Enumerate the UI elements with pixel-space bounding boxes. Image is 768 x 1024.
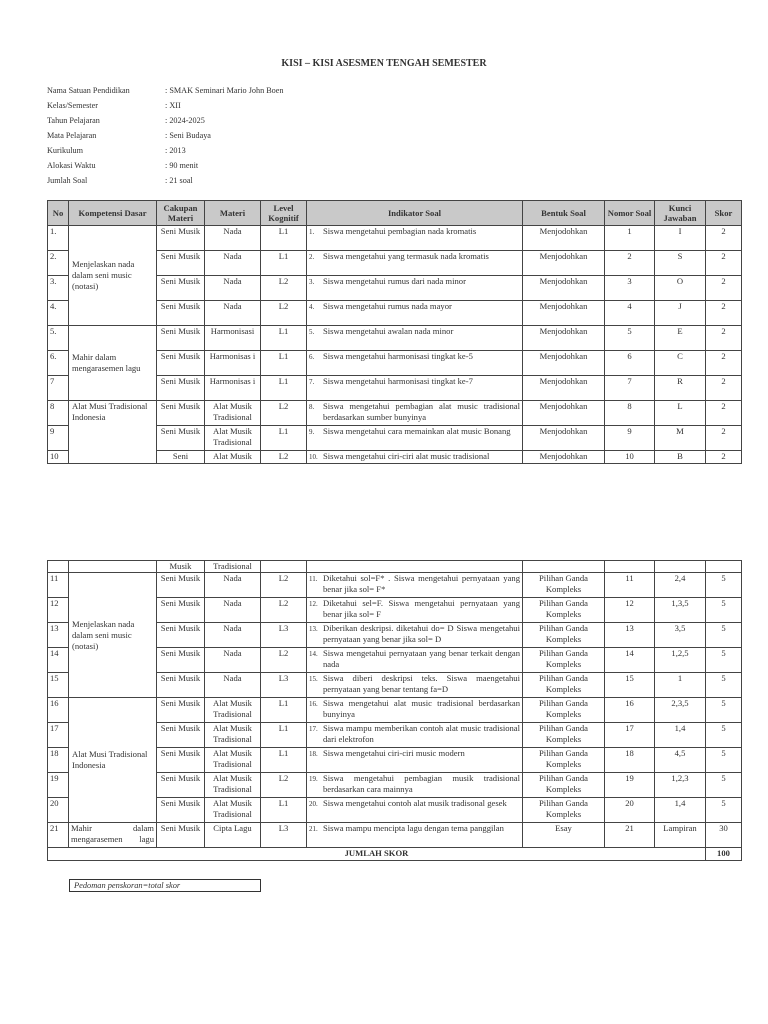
cell-bentuk: Pilihan Ganda Kompleks <box>523 573 605 598</box>
indikator-text: Siswa mampu mencipta lagu dengan tema panggilan <box>323 823 504 833</box>
cell-indikator <box>307 698 523 723</box>
cell-nomor <box>605 561 655 573</box>
indikator-number: 15. <box>309 675 318 683</box>
cell-no: 8 <box>48 401 69 426</box>
cell-bentuk: Pilihan Ganda Kompleks <box>523 723 605 748</box>
cell-bentuk: Menjodohkan <box>523 301 605 326</box>
header-indikator: Indikator Soal <box>307 201 523 226</box>
cell-materi: Nada <box>205 598 261 623</box>
indikator-number: 18. <box>309 750 318 758</box>
cell-bentuk: Pilihan Ganda Kompleks <box>523 598 605 623</box>
cell-kunci: 2,3,5 <box>655 698 706 723</box>
cell-indikator <box>307 426 523 451</box>
cell-nomor: 4 <box>605 301 655 326</box>
indikator-text: Diketahui sol=F* . Siswa mengetahui pernyataan yang benar jika sol= F* <box>323 573 520 594</box>
header-cakupan: Cakupan Materi <box>157 201 205 226</box>
meta-row <box>47 116 284 131</box>
cell-cakupan: Seni Musik <box>157 598 205 623</box>
cell-kompetensi: Mahir dalam mengarasemen lagu <box>69 823 157 848</box>
cell-indikator <box>307 673 523 698</box>
cell-materi: Harmonisasi <box>205 326 261 351</box>
cell-indikator <box>307 301 523 326</box>
cell-kunci: J <box>655 301 706 326</box>
table-row <box>48 326 742 351</box>
indikator-text: Siswa mengetahui harmonisasi tingkat ke-5 <box>323 351 473 361</box>
cell-bentuk: Menjodohkan <box>523 426 605 451</box>
cell-materi: Nada <box>205 673 261 698</box>
scoring-guideline-box: Pedoman penskoran=total skor <box>69 879 261 892</box>
cell-bentuk: Menjodohkan <box>523 451 605 464</box>
cell-kunci: Lampiran <box>655 823 706 848</box>
cell-materi: Nada <box>205 226 261 251</box>
cell-kunci: 1,2,5 <box>655 648 706 673</box>
cell-kunci: R <box>655 376 706 401</box>
cell-kompetensi: Alat Musi Tradisional Indonesia <box>69 401 157 464</box>
indikator-text: Siswa mengetahui pembagian musik tradisional berdasarkan cara mainnya <box>323 773 520 794</box>
cell-nomor: 19 <box>605 773 655 798</box>
cell-bentuk: Pilihan Ganda Kompleks <box>523 773 605 798</box>
cell-no: 20 <box>48 798 69 823</box>
cell-skor: 5 <box>706 773 742 798</box>
indikator-number: 19. <box>309 775 318 783</box>
indikator-text: Siswa mengetahui pembagian nada kromatis <box>323 226 477 236</box>
cell-materi: Alat Musik Tradisional <box>205 401 261 426</box>
cell-cakupan: Seni <box>157 451 205 464</box>
meta-label: Nama Satuan Pendidikan <box>47 86 130 95</box>
cell-kunci: 3,5 <box>655 623 706 648</box>
cell-level: L1 <box>261 326 307 351</box>
cell-bentuk <box>523 561 605 573</box>
indikator-text: Siswa mengetahui rumus dari nada minor <box>323 276 466 286</box>
cell-materi: Nada <box>205 301 261 326</box>
cell-nomor: 2 <box>605 251 655 276</box>
cell-level: L3 <box>261 673 307 698</box>
cell-kunci: 2,4 <box>655 573 706 598</box>
indikator-text: Siswa mengetahui alat music tradisional berdasarkan bunyinya <box>323 698 520 719</box>
table-header-row <box>48 201 742 226</box>
cell-bentuk: Menjodohkan <box>523 326 605 351</box>
cell-skor: 5 <box>706 598 742 623</box>
meta-value: : 2024-2025 <box>165 116 205 125</box>
cell-level: L2 <box>261 401 307 426</box>
cell-level: L2 <box>261 276 307 301</box>
cell-no <box>48 561 69 573</box>
cell-cakupan: Seni Musik <box>157 276 205 301</box>
cell-cakupan: Seni Musik <box>157 723 205 748</box>
document-title: KISI – KISI ASESMEN TENGAH SEMESTER <box>281 58 487 69</box>
indikator-number: 16. <box>309 700 318 708</box>
indikator-text: Siswa mengetahui cara memainkan alat music Bonang <box>323 426 511 436</box>
meta-label: Kelas/Semester <box>47 101 98 110</box>
cell-nomor: 3 <box>605 276 655 301</box>
meta-row <box>47 146 284 161</box>
cell-indikator <box>307 276 523 301</box>
table-row <box>48 573 742 598</box>
cell-cakupan: Seni Musik <box>157 226 205 251</box>
cell-nomor: 9 <box>605 426 655 451</box>
cell-bentuk: Menjodohkan <box>523 401 605 426</box>
cell-nomor: 18 <box>605 748 655 773</box>
indikator-number: 1. <box>309 228 315 236</box>
cell-bentuk: Menjodohkan <box>523 276 605 301</box>
cell-nomor: 13 <box>605 623 655 648</box>
indikator-text: Siswa mengetahui awalan nada minor <box>323 326 454 336</box>
meta-label: Tahun Pelajaran <box>47 116 100 125</box>
total-label: JUMLAH SKOR <box>48 848 706 861</box>
table-row <box>48 401 742 426</box>
cell-no: 21 <box>48 823 69 848</box>
cell-skor: 2 <box>706 251 742 276</box>
cell-materi: Nada <box>205 623 261 648</box>
cell-cakupan: Seni Musik <box>157 823 205 848</box>
cell-kunci: B <box>655 451 706 464</box>
cell-level: L2 <box>261 648 307 673</box>
indikator-number: 21. <box>309 825 318 833</box>
indikator-text: Siswa mengetahui contoh alat musik tradisonal gesek <box>323 798 507 808</box>
cell-no: 7 <box>48 376 69 401</box>
cell-level: L1 <box>261 426 307 451</box>
indikator-number: 5. <box>309 328 315 336</box>
cell-bentuk: Pilihan Ganda Kompleks <box>523 798 605 823</box>
cell-no: 13 <box>48 623 69 648</box>
cell-materi: Alat Musik Tradisional <box>205 748 261 773</box>
meta-value: : 2013 <box>165 146 186 155</box>
cell-level: L1 <box>261 698 307 723</box>
cell-level: L1 <box>261 351 307 376</box>
cell-nomor: 17 <box>605 723 655 748</box>
meta-row <box>47 161 284 176</box>
cell-no: 17 <box>48 723 69 748</box>
table-row <box>48 823 742 848</box>
cell-skor: 2 <box>706 401 742 426</box>
cell-level: L2 <box>261 573 307 598</box>
cell-indikator <box>307 226 523 251</box>
cell-no: 18 <box>48 748 69 773</box>
indikator-number: 6. <box>309 353 315 361</box>
cell-cakupan: Seni Musik <box>157 748 205 773</box>
cell-no: 2. <box>48 251 69 276</box>
cell-level: L3 <box>261 823 307 848</box>
cell-indikator <box>307 748 523 773</box>
cell-cakupan: Seni Musik <box>157 573 205 598</box>
cell-indikator <box>307 773 523 798</box>
cell-indikator <box>307 451 523 464</box>
cell-nomor: 5 <box>605 326 655 351</box>
header-level: Level Kognitif <box>261 201 307 226</box>
cell-indikator <box>307 401 523 426</box>
indikator-number: 3. <box>309 278 315 286</box>
cell-materi: Alat Musik Tradisional <box>205 723 261 748</box>
cell-indikator <box>307 573 523 598</box>
cell-indikator <box>307 376 523 401</box>
cell-cakupan: Seni Musik <box>157 673 205 698</box>
cell-cakupan: Seni Musik <box>157 376 205 401</box>
cell-nomor: 8 <box>605 401 655 426</box>
indikator-text: Siswa mengetahui ciri-ciri alat music tradisional <box>323 451 490 461</box>
total-value: 100 <box>706 848 742 861</box>
cell-bentuk: Menjodohkan <box>523 251 605 276</box>
indikator-number: 8. <box>309 403 315 411</box>
indikator-number: 14. <box>309 650 318 658</box>
cell-no: 14 <box>48 648 69 673</box>
cell-nomor: 6 <box>605 351 655 376</box>
header-kunci: Kunci Jawaban <box>655 201 706 226</box>
meta-row <box>47 101 284 116</box>
cell-skor: 5 <box>706 648 742 673</box>
indikator-text: Siswa mengetahui rumus nada mayor <box>323 301 452 311</box>
cell-cakupan: Seni Musik <box>157 798 205 823</box>
cell-level <box>261 561 307 573</box>
cell-skor: 2 <box>706 326 742 351</box>
cell-no: 5. <box>48 326 69 351</box>
cell-skor: 2 <box>706 276 742 301</box>
indikator-number: 9. <box>309 428 315 436</box>
indikator-number: 4. <box>309 303 315 311</box>
kisi-table-part-2 <box>47 560 742 861</box>
cell-skor: 30 <box>706 823 742 848</box>
meta-label: Kurikulum <box>47 146 83 155</box>
cell-nomor: 20 <box>605 798 655 823</box>
cell-skor: 5 <box>706 698 742 723</box>
cell-cakupan: Seni Musik <box>157 401 205 426</box>
cell-skor: 2 <box>706 376 742 401</box>
cell-materi: Nada <box>205 573 261 598</box>
cell-nomor: 21 <box>605 823 655 848</box>
cell-level: L1 <box>261 376 307 401</box>
cell-bentuk: Menjodohkan <box>523 226 605 251</box>
cell-kompetensi: Menjelaskan nada dalam seni music (notasi) <box>69 226 157 326</box>
cell-kunci <box>655 561 706 573</box>
cell-bentuk: Pilihan Ganda Kompleks <box>523 748 605 773</box>
cell-skor: 5 <box>706 798 742 823</box>
cell-kunci: 1,2,3 <box>655 773 706 798</box>
cell-indikator <box>307 723 523 748</box>
cell-kunci: S <box>655 251 706 276</box>
indikator-number: 17. <box>309 725 318 733</box>
cell-cakupan: Seni Musik <box>157 623 205 648</box>
cell-cakupan: Seni Musik <box>157 351 205 376</box>
cell-kunci: L <box>655 401 706 426</box>
kisi-table-part-1 <box>47 200 742 464</box>
header-no: No <box>48 201 69 226</box>
cell-bentuk: Pilihan Ganda Kompleks <box>523 623 605 648</box>
cell-kunci: 1,3,5 <box>655 598 706 623</box>
cell-materi: Nada <box>205 251 261 276</box>
cell-kunci: 1,4 <box>655 723 706 748</box>
indikator-number: 7. <box>309 378 315 386</box>
indikator-text: Siswa mampu memberikan contoh alat music tradisional dari elektrofon <box>323 723 520 744</box>
cell-cakupan: Seni Musik <box>157 251 205 276</box>
meta-label: Jumlah Soal <box>47 176 88 185</box>
cell-kunci: 1 <box>655 673 706 698</box>
indikator-number: 2. <box>309 253 315 261</box>
meta-label: Mata Pelajaran <box>47 131 97 140</box>
cell-indikator <box>307 598 523 623</box>
indikator-number: 13. <box>309 625 318 633</box>
cell-nomor: 1 <box>605 226 655 251</box>
cell-kompetensi <box>69 561 157 573</box>
cell-materi: Harmonisas i <box>205 376 261 401</box>
cell-nomor: 14 <box>605 648 655 673</box>
cell-no: 15 <box>48 673 69 698</box>
cell-kunci: C <box>655 351 706 376</box>
cell-skor: 2 <box>706 301 742 326</box>
cell-materi: Alat Musik Tradisional <box>205 798 261 823</box>
header-materi: Materi <box>205 201 261 226</box>
cell-materi: Tradisional <box>205 561 261 573</box>
header-bentuk: Bentuk Soal <box>523 201 605 226</box>
cell-materi: Nada <box>205 276 261 301</box>
cell-skor: 5 <box>706 623 742 648</box>
cell-level: L2 <box>261 451 307 464</box>
cell-kompetensi: Alat Musi Tradisional Indonesia <box>69 698 157 823</box>
cell-kompetensi: Mahir dalam mengarasemen lagu <box>69 326 157 401</box>
cell-cakupan: Seni Musik <box>157 773 205 798</box>
indikator-number: 10. <box>309 453 318 461</box>
cell-level: L2 <box>261 301 307 326</box>
cell-no: 1. <box>48 226 69 251</box>
indikator-text: Diketahui sel=F. Siswa mengetahui pernyataan yang benar jika sol= F <box>323 598 520 619</box>
cell-no: 10 <box>48 451 69 464</box>
cell-level: L1 <box>261 798 307 823</box>
cell-nomor: 16 <box>605 698 655 723</box>
cell-kunci: E <box>655 326 706 351</box>
cell-no: 9 <box>48 426 69 451</box>
table-row <box>48 226 742 251</box>
total-row <box>48 848 742 861</box>
cell-level: L1 <box>261 723 307 748</box>
meta-label: Alokasi Waktu <box>47 161 96 170</box>
cell-no: 4. <box>48 301 69 326</box>
indikator-text: Siswa mengetahui pernyataan yang benar terkait dengan nada <box>323 648 520 669</box>
cell-indikator <box>307 623 523 648</box>
header-kompetensi: Kompetensi Dasar <box>69 201 157 226</box>
cell-bentuk: Esay <box>523 823 605 848</box>
cell-kunci: O <box>655 276 706 301</box>
indikator-text: Siswa diberi deskripsi teks. Siswa maengetahui pernyataan yang benar tentang fa=D <box>323 673 520 694</box>
cell-materi: Nada <box>205 648 261 673</box>
cell-nomor: 11 <box>605 573 655 598</box>
cell-kunci: 1,4 <box>655 798 706 823</box>
cell-bentuk: Pilihan Ganda Kompleks <box>523 673 605 698</box>
cell-level: L3 <box>261 623 307 648</box>
meta-value: : XII <box>165 101 181 110</box>
cell-nomor: 12 <box>605 598 655 623</box>
cell-indikator <box>307 251 523 276</box>
cell-level: L2 <box>261 598 307 623</box>
cell-indikator <box>307 648 523 673</box>
cell-nomor: 10 <box>605 451 655 464</box>
cell-cakupan: Musik <box>157 561 205 573</box>
meta-value: : SMAK Seminari Mario John Boen <box>165 86 284 95</box>
identity-block <box>47 86 284 191</box>
cell-no: 12 <box>48 598 69 623</box>
cell-no: 6. <box>48 351 69 376</box>
cell-skor: 2 <box>706 426 742 451</box>
cell-skor: 5 <box>706 748 742 773</box>
meta-row <box>47 86 284 101</box>
cell-skor: 2 <box>706 351 742 376</box>
cell-materi: Harmonisas i <box>205 351 261 376</box>
cell-level: L1 <box>261 251 307 276</box>
cell-bentuk: Pilihan Ganda Kompleks <box>523 698 605 723</box>
cell-skor: 5 <box>706 673 742 698</box>
cell-materi: Alat Musik <box>205 451 261 464</box>
indikator-number: 12. <box>309 600 318 608</box>
cell-materi: Alat Musik Tradisional <box>205 426 261 451</box>
cell-kunci: M <box>655 426 706 451</box>
cell-bentuk: Menjodohkan <box>523 376 605 401</box>
indikator-text: Siswa mengetahui yang termasuk nada kromatis <box>323 251 489 261</box>
table-row-continuation <box>48 561 742 573</box>
cell-cakupan: Seni Musik <box>157 648 205 673</box>
cell-skor <box>706 561 742 573</box>
cell-cakupan: Seni Musik <box>157 426 205 451</box>
indikator-text: Siswa mengetahui harmonisasi tingkat ke-7 <box>323 376 473 386</box>
cell-level: L2 <box>261 773 307 798</box>
cell-bentuk: Pilihan Ganda Kompleks <box>523 648 605 673</box>
cell-materi: Cipta Lagu <box>205 823 261 848</box>
cell-indikator <box>307 351 523 376</box>
cell-kunci: I <box>655 226 706 251</box>
cell-skor: 2 <box>706 451 742 464</box>
header-skor: Skor <box>706 201 742 226</box>
cell-nomor: 15 <box>605 673 655 698</box>
indikator-text: Siswa mengetahui ciri-ciri music modern <box>323 748 465 758</box>
cell-cakupan: Seni Musik <box>157 698 205 723</box>
cell-level: L1 <box>261 226 307 251</box>
indikator-number: 11. <box>309 575 318 583</box>
indikator-number: 20. <box>309 800 318 808</box>
meta-row <box>47 131 284 146</box>
cell-no: 16 <box>48 698 69 723</box>
cell-no: 19 <box>48 773 69 798</box>
cell-no: 11 <box>48 573 69 598</box>
cell-bentuk: Menjodohkan <box>523 351 605 376</box>
cell-skor: 5 <box>706 573 742 598</box>
cell-indikator <box>307 561 523 573</box>
cell-skor: 2 <box>706 226 742 251</box>
cell-cakupan: Seni Musik <box>157 326 205 351</box>
cell-indikator <box>307 326 523 351</box>
cell-nomor: 7 <box>605 376 655 401</box>
cell-kompetensi: Menjelaskan nada dalam seni music (notasi) <box>69 573 157 698</box>
table-row <box>48 698 742 723</box>
meta-value: : 90 menit <box>165 161 199 170</box>
cell-cakupan: Seni Musik <box>157 301 205 326</box>
cell-materi: Alat Musik Tradisional <box>205 773 261 798</box>
cell-skor: 5 <box>706 723 742 748</box>
cell-kunci: 4,5 <box>655 748 706 773</box>
meta-row <box>47 176 284 191</box>
cell-level: L1 <box>261 748 307 773</box>
indikator-text: Siswa mengetahui pembagian alat music tradisional berdasarkan sumber bunyinya <box>323 401 520 422</box>
cell-indikator <box>307 823 523 848</box>
meta-value: : 21 soal <box>165 176 193 185</box>
cell-materi: Alat Musik Tradisional <box>205 698 261 723</box>
cell-no: 3. <box>48 276 69 301</box>
header-nomor: Nomor Soal <box>605 201 655 226</box>
cell-indikator <box>307 798 523 823</box>
indikator-text: Diberikan deskripsi. diketahui do= D Siswa mengetahui pernyataan yang benar jika sol= D <box>323 623 520 644</box>
meta-value: : Seni Budaya <box>165 131 211 140</box>
